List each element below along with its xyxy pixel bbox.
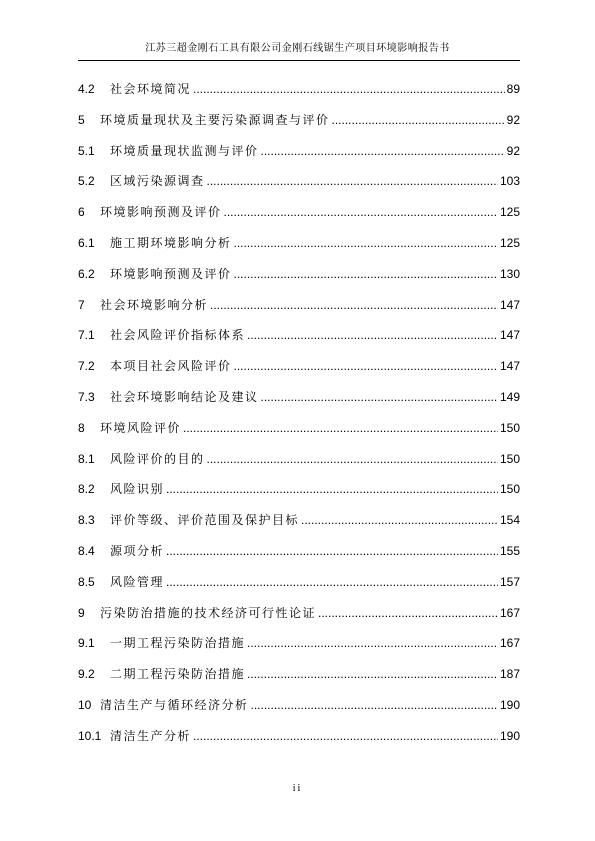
toc-section-title: 环境影响预测及评价 xyxy=(110,266,232,281)
toc-dot-leader xyxy=(166,478,498,500)
toc-section-title: 风险评价的目的 xyxy=(110,451,205,466)
toc-page-number: 190 xyxy=(499,728,520,743)
toc-page-number: 150 xyxy=(499,420,520,435)
toc-dot-leader xyxy=(166,540,498,562)
toc-page-number: 92 xyxy=(506,112,520,127)
toc-entry[interactable] xyxy=(78,509,520,540)
toc-page-number: 89 xyxy=(506,82,520,96)
toc-entry[interactable] xyxy=(78,170,520,201)
toc-entry[interactable] xyxy=(78,109,520,140)
table-of-contents xyxy=(78,78,520,756)
toc-section-title: 社会环境影响分析 xyxy=(100,297,209,312)
toc-section-title: 清洁生产与循环经济分析 xyxy=(100,697,249,712)
toc-dot-leader xyxy=(261,386,498,408)
toc-dot-leader xyxy=(234,232,498,254)
toc-section-title: 风险识别 xyxy=(110,482,165,497)
toc-section-title: 环境质量现状及主要污染源调查与评价 xyxy=(100,112,330,127)
toc-entry[interactable] xyxy=(78,694,520,725)
toc-entry[interactable] xyxy=(78,140,520,171)
toc-section-number: 8.1 xyxy=(78,451,95,466)
toc-section-title: 污染防治措施的技术经济可行性论证 xyxy=(100,605,317,620)
toc-section-number: 6.2 xyxy=(78,266,95,281)
toc-entry[interactable] xyxy=(78,201,520,232)
toc-entry[interactable] xyxy=(78,632,520,663)
toc-entry[interactable] xyxy=(78,478,520,509)
toc-section-number: 8 xyxy=(78,420,85,435)
toc-page-number: 167 xyxy=(499,605,520,620)
toc-section-number: 7 xyxy=(78,297,85,312)
toc-dot-leader xyxy=(301,509,498,531)
toc-dot-leader xyxy=(207,448,498,470)
toc-section-number: 8.4 xyxy=(78,543,95,558)
toc-section-title: 二期工程污染防治措施 xyxy=(110,667,246,682)
toc-entry[interactable] xyxy=(78,725,520,756)
toc-section-number: 8.5 xyxy=(78,574,95,589)
toc-dot-leader xyxy=(224,201,498,223)
page-header: 江苏三超金刚石工具有限公司金刚石线锯生产项目环境影响报告书 xyxy=(145,43,450,54)
toc-entry[interactable] xyxy=(78,386,520,417)
toc-page-number: 190 xyxy=(499,697,520,712)
toc-dot-leader xyxy=(183,417,498,439)
toc-page-number: 157 xyxy=(499,574,520,589)
toc-page-number: 154 xyxy=(499,513,520,528)
toc-page-number: 92 xyxy=(506,143,520,158)
toc-entry[interactable] xyxy=(78,663,520,694)
toc-section-number: 5.2 xyxy=(78,174,95,189)
toc-section-number: 10.1 xyxy=(78,728,102,743)
toc-section-number: 9.1 xyxy=(78,636,95,651)
toc-page-number: 147 xyxy=(499,297,520,312)
toc-section-title: 源项分析 xyxy=(110,543,165,558)
toc-dot-leader xyxy=(332,109,505,131)
toc-section-title: 施工期环境影响分析 xyxy=(110,235,232,250)
toc-section-title: 区域污染源调查 xyxy=(110,174,205,189)
toc-section-title: 环境影响预测及评价 xyxy=(100,205,222,220)
toc-page-number: 147 xyxy=(499,359,520,374)
toc-section-number: 4.2 xyxy=(78,82,95,96)
toc-section-title: 环境质量现状监测与评价 xyxy=(110,143,259,158)
toc-dot-leader xyxy=(193,725,498,747)
toc-section-title: 社会环境简况 xyxy=(110,82,192,96)
toc-page-number: 130 xyxy=(499,266,520,281)
toc-page-number: 103 xyxy=(499,174,520,189)
toc-section-number: 9 xyxy=(78,605,85,620)
toc-dot-leader xyxy=(261,140,505,162)
toc-section-title: 环境风险评价 xyxy=(100,420,182,435)
toc-page-number: 150 xyxy=(499,482,520,497)
toc-page-number: 125 xyxy=(499,205,520,220)
toc-section-title: 清洁生产分析 xyxy=(110,728,192,743)
toc-section-number: 7.3 xyxy=(78,389,95,404)
toc-section-number: 10 xyxy=(78,697,92,712)
toc-section-number: 8.3 xyxy=(78,513,95,528)
toc-page-number: 187 xyxy=(499,667,520,682)
toc-dot-leader xyxy=(247,632,498,654)
toc-page-number: 167 xyxy=(499,636,520,651)
toc-entry[interactable] xyxy=(78,355,520,386)
toc-page-number: 149 xyxy=(499,389,520,404)
toc-dot-leader xyxy=(247,324,498,346)
toc-section-title: 风险管理 xyxy=(110,574,165,589)
toc-entry[interactable] xyxy=(78,78,520,109)
toc-entry[interactable] xyxy=(78,232,520,263)
toc-section-number: 7.1 xyxy=(78,328,95,343)
toc-dot-leader xyxy=(193,78,505,100)
toc-page-number: 155 xyxy=(499,543,520,558)
toc-section-title: 本项目社会风险评价 xyxy=(110,359,232,374)
toc-page-number: 150 xyxy=(499,451,520,466)
toc-dot-leader xyxy=(247,663,498,685)
toc-dot-leader xyxy=(210,294,498,316)
toc-entry[interactable] xyxy=(78,263,520,294)
toc-section-title: 社会风险评价指标体系 xyxy=(110,328,246,343)
toc-entry[interactable] xyxy=(78,602,520,633)
page-number: ii xyxy=(292,783,303,794)
toc-dot-leader xyxy=(166,571,498,593)
toc-section-title: 一期工程污染防治措施 xyxy=(110,636,246,651)
toc-entry[interactable] xyxy=(78,571,520,602)
toc-entry[interactable] xyxy=(78,324,520,355)
toc-section-number: 6.1 xyxy=(78,235,95,250)
toc-dot-leader xyxy=(251,694,498,716)
toc-section-number: 9.2 xyxy=(78,667,95,682)
toc-section-number: 7.2 xyxy=(78,359,95,374)
toc-entry[interactable] xyxy=(78,294,520,325)
toc-section-title: 社会环境影响结论及建议 xyxy=(110,389,259,404)
toc-dot-leader xyxy=(234,263,498,285)
toc-page-number: 147 xyxy=(499,328,520,343)
toc-entry[interactable] xyxy=(78,540,520,571)
toc-section-number: 5 xyxy=(78,112,85,127)
toc-section-title: 评价等级、评价范围及保护目标 xyxy=(110,513,300,528)
toc-section-number: 8.2 xyxy=(78,482,95,497)
toc-dot-leader xyxy=(234,355,498,377)
toc-dot-leader xyxy=(318,602,498,624)
toc-entry[interactable] xyxy=(78,417,520,448)
toc-section-number: 6 xyxy=(78,205,85,220)
header-rule xyxy=(78,60,520,61)
toc-page-number: 125 xyxy=(499,235,520,250)
toc-section-number: 5.1 xyxy=(78,143,95,158)
toc-entry[interactable] xyxy=(78,448,520,479)
toc-dot-leader xyxy=(207,170,498,192)
